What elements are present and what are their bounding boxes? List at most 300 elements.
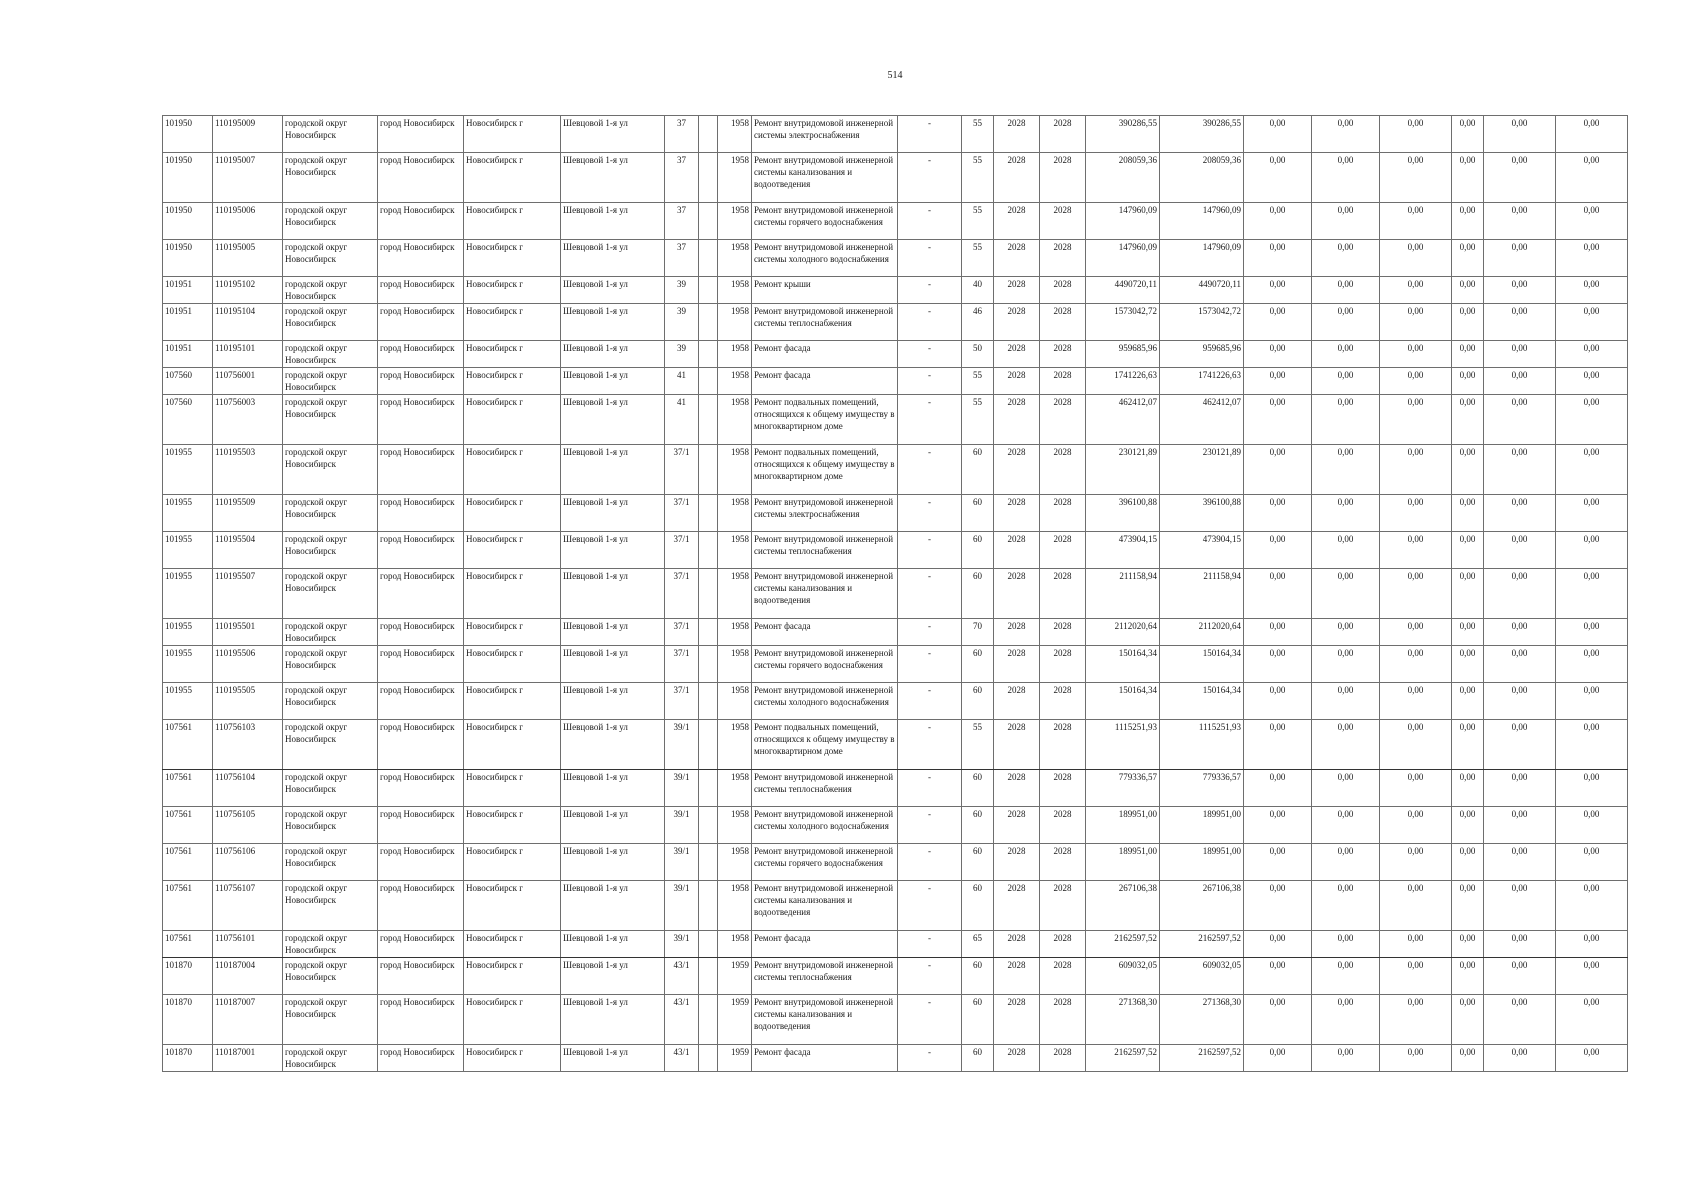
cell-v4: 0,00	[1452, 995, 1484, 1045]
cell-wear: 50	[962, 341, 994, 368]
cell-settlement: город Новосибирск	[378, 619, 464, 646]
cell-municipal-district: городской округ Новосибирск	[283, 881, 378, 931]
cell-v5: 0,00	[1484, 116, 1556, 153]
cell-code: 110187004	[213, 958, 283, 995]
cell-v6: 0,00	[1556, 683, 1628, 720]
table-row	[163, 770, 1628, 807]
cell-v2: 0,00	[1312, 770, 1380, 807]
cell-id: 101950	[163, 153, 213, 203]
cell-year: 1958	[718, 445, 752, 495]
cell-street: Шевцовой 1-я ул	[561, 240, 665, 277]
cell-building	[699, 495, 718, 532]
cell-v2: 0,00	[1312, 368, 1380, 395]
cell-wear: 55	[962, 720, 994, 770]
cell-year: 1958	[718, 495, 752, 532]
cell-v1: 0,00	[1244, 646, 1312, 683]
cell-municipal-district: городской округ Новосибирск	[283, 116, 378, 153]
cell-settlement: город Новосибирск	[378, 495, 464, 532]
cell-house: 37/1	[665, 495, 699, 532]
cell-settlement: город Новосибирск	[378, 341, 464, 368]
cell-street: Шевцовой 1-я ул	[561, 203, 665, 240]
table-row	[163, 646, 1628, 683]
cell-v1: 0,00	[1244, 445, 1312, 495]
cell-year-start: 2028	[994, 240, 1040, 277]
cell-city: Новосибирск г	[464, 532, 561, 569]
cell-work-type: Ремонт внутридомовой инженерной системы канализования и водоотведения	[752, 881, 898, 931]
cell-cost: 1115251,93	[1160, 720, 1244, 770]
cell-v6: 0,00	[1556, 569, 1628, 619]
cell-v4: 0,00	[1452, 807, 1484, 844]
cell-work-type: Ремонт фасада	[752, 1045, 898, 1072]
cell-street: Шевцовой 1-я ул	[561, 304, 665, 341]
cell-v6: 0,00	[1556, 203, 1628, 240]
cell-total-cost: 2162597,52	[1086, 931, 1160, 958]
cell-id: 101950	[163, 240, 213, 277]
cell-v5: 0,00	[1484, 495, 1556, 532]
cell-city: Новосибирск г	[464, 116, 561, 153]
table-row	[163, 304, 1628, 341]
cell-year: 1958	[718, 720, 752, 770]
cell-work-type: Ремонт фасада	[752, 368, 898, 395]
cell-street: Шевцовой 1-я ул	[561, 277, 665, 304]
cell-v1: 0,00	[1244, 368, 1312, 395]
cell-house: 39	[665, 341, 699, 368]
cell-v3: 0,00	[1380, 304, 1452, 341]
cell-code: 110756001	[213, 368, 283, 395]
cell-v5: 0,00	[1484, 368, 1556, 395]
cell-v5: 0,00	[1484, 770, 1556, 807]
cell-wear: 55	[962, 395, 994, 445]
cell-building	[699, 153, 718, 203]
cell-v2: 0,00	[1312, 445, 1380, 495]
cell-city: Новосибирск г	[464, 720, 561, 770]
cell-work-type: Ремонт внутридомовой инженерной системы теплоснабжения	[752, 304, 898, 341]
cell-v4: 0,00	[1452, 203, 1484, 240]
cell-city: Новосибирск г	[464, 203, 561, 240]
cell-wear: 60	[962, 495, 994, 532]
cell-street: Шевцовой 1-я ул	[561, 495, 665, 532]
cell-v5: 0,00	[1484, 958, 1556, 995]
cell-v4: 0,00	[1452, 445, 1484, 495]
cell-v2: 0,00	[1312, 304, 1380, 341]
cell-total-cost: 271368,30	[1086, 995, 1160, 1045]
cell-v1: 0,00	[1244, 931, 1312, 958]
cell-dash: -	[898, 445, 962, 495]
cell-v6: 0,00	[1556, 931, 1628, 958]
cell-street: Шевцовой 1-я ул	[561, 931, 665, 958]
cell-v6: 0,00	[1556, 495, 1628, 532]
cell-work-type: Ремонт фасада	[752, 931, 898, 958]
cell-total-cost: 2112020,64	[1086, 619, 1160, 646]
cell-year-end: 2028	[1040, 770, 1086, 807]
cell-year-end: 2028	[1040, 304, 1086, 341]
cell-dash: -	[898, 395, 962, 445]
cell-work-type: Ремонт внутридомовой инженерной системы электроснабжения	[752, 116, 898, 153]
cell-v5: 0,00	[1484, 445, 1556, 495]
cell-v5: 0,00	[1484, 844, 1556, 881]
cell-settlement: город Новосибирск	[378, 203, 464, 240]
cell-year-start: 2028	[994, 881, 1040, 931]
cell-cost: 211158,94	[1160, 569, 1244, 619]
cell-dash: -	[898, 277, 962, 304]
cell-city: Новосибирск г	[464, 368, 561, 395]
cell-year: 1958	[718, 569, 752, 619]
cell-v2: 0,00	[1312, 931, 1380, 958]
cell-v4: 0,00	[1452, 720, 1484, 770]
cell-v5: 0,00	[1484, 683, 1556, 720]
cell-cost: 462412,07	[1160, 395, 1244, 445]
cell-building	[699, 958, 718, 995]
cell-v6: 0,00	[1556, 958, 1628, 995]
cell-municipal-district: городской округ Новосибирск	[283, 720, 378, 770]
cell-street: Шевцовой 1-я ул	[561, 770, 665, 807]
cell-year: 1959	[718, 995, 752, 1045]
cell-city: Новосибирск г	[464, 495, 561, 532]
cell-year: 1958	[718, 807, 752, 844]
cell-code: 110195509	[213, 495, 283, 532]
cell-house: 41	[665, 368, 699, 395]
cell-year-end: 2028	[1040, 844, 1086, 881]
cell-v4: 0,00	[1452, 368, 1484, 395]
cell-year: 1958	[718, 153, 752, 203]
cell-total-cost: 189951,00	[1086, 844, 1160, 881]
cell-year-start: 2028	[994, 619, 1040, 646]
cell-municipal-district: городской округ Новосибирск	[283, 1045, 378, 1072]
cell-building	[699, 445, 718, 495]
cell-settlement: город Новосибирск	[378, 720, 464, 770]
cell-settlement: город Новосибирск	[378, 995, 464, 1045]
cell-municipal-district: городской округ Новосибирск	[283, 807, 378, 844]
cell-city: Новосибирск г	[464, 277, 561, 304]
cell-v3: 0,00	[1380, 770, 1452, 807]
cell-v2: 0,00	[1312, 807, 1380, 844]
cell-code: 110756003	[213, 395, 283, 445]
cell-year-end: 2028	[1040, 683, 1086, 720]
cell-house: 37/1	[665, 569, 699, 619]
cell-street: Шевцовой 1-я ул	[561, 619, 665, 646]
cell-building	[699, 532, 718, 569]
cell-v1: 0,00	[1244, 683, 1312, 720]
cell-v2: 0,00	[1312, 619, 1380, 646]
cell-v3: 0,00	[1380, 995, 1452, 1045]
cell-house: 43/1	[665, 958, 699, 995]
cell-wear: 60	[962, 646, 994, 683]
cell-v3: 0,00	[1380, 277, 1452, 304]
cell-municipal-district: городской округ Новосибирск	[283, 304, 378, 341]
cell-dash: -	[898, 569, 962, 619]
cell-wear: 60	[962, 958, 994, 995]
cell-v6: 0,00	[1556, 395, 1628, 445]
cell-work-type: Ремонт подвальных помещений, относящихся к общему имуществу в многоквартирном доме	[752, 445, 898, 495]
cell-city: Новосибирск г	[464, 931, 561, 958]
cell-dash: -	[898, 495, 962, 532]
cell-v2: 0,00	[1312, 881, 1380, 931]
cell-year-end: 2028	[1040, 720, 1086, 770]
cell-year-end: 2028	[1040, 958, 1086, 995]
cell-v4: 0,00	[1452, 931, 1484, 958]
cell-settlement: город Новосибирск	[378, 770, 464, 807]
cell-v3: 0,00	[1380, 240, 1452, 277]
cell-settlement: город Новосибирск	[378, 569, 464, 619]
cell-code: 110195504	[213, 532, 283, 569]
cell-street: Шевцовой 1-я ул	[561, 646, 665, 683]
cell-street: Шевцовой 1-я ул	[561, 116, 665, 153]
cell-v2: 0,00	[1312, 277, 1380, 304]
cell-street: Шевцовой 1-я ул	[561, 569, 665, 619]
cell-code: 110187007	[213, 995, 283, 1045]
cell-year-end: 2028	[1040, 445, 1086, 495]
cell-dash: -	[898, 619, 962, 646]
cell-wear: 60	[962, 532, 994, 569]
cell-code: 110195006	[213, 203, 283, 240]
cell-street: Шевцовой 1-я ул	[561, 844, 665, 881]
cell-cost: 473904,15	[1160, 532, 1244, 569]
cell-id: 101955	[163, 495, 213, 532]
cell-wear: 60	[962, 770, 994, 807]
cell-v1: 0,00	[1244, 532, 1312, 569]
cell-year-start: 2028	[994, 203, 1040, 240]
cell-municipal-district: городской округ Новосибирск	[283, 619, 378, 646]
cell-code: 110195104	[213, 304, 283, 341]
cell-total-cost: 462412,07	[1086, 395, 1160, 445]
cell-v6: 0,00	[1556, 995, 1628, 1045]
cell-v1: 0,00	[1244, 203, 1312, 240]
cell-id: 101951	[163, 341, 213, 368]
cell-id: 101950	[163, 116, 213, 153]
cell-v1: 0,00	[1244, 619, 1312, 646]
cell-v6: 0,00	[1556, 153, 1628, 203]
table-row	[163, 881, 1628, 931]
cell-id: 101951	[163, 304, 213, 341]
cell-total-cost: 189951,00	[1086, 807, 1160, 844]
cell-year-start: 2028	[994, 341, 1040, 368]
cell-cost: 230121,89	[1160, 445, 1244, 495]
table-row	[163, 277, 1628, 304]
table-row	[163, 368, 1628, 395]
cell-work-type: Ремонт внутридомовой инженерной системы канализования и водоотведения	[752, 569, 898, 619]
cell-municipal-district: городской округ Новосибирск	[283, 532, 378, 569]
table-row	[163, 844, 1628, 881]
cell-v2: 0,00	[1312, 995, 1380, 1045]
cell-v4: 0,00	[1452, 341, 1484, 368]
table-row	[163, 1045, 1628, 1072]
cell-id: 107560	[163, 395, 213, 445]
cell-v6: 0,00	[1556, 770, 1628, 807]
cell-municipal-district: городской округ Новосибирск	[283, 368, 378, 395]
cell-building	[699, 1045, 718, 1072]
cell-v5: 0,00	[1484, 807, 1556, 844]
cell-dash: -	[898, 304, 962, 341]
cell-municipal-district: городской округ Новосибирск	[283, 683, 378, 720]
cell-code: 110195101	[213, 341, 283, 368]
cell-city: Новосибирск г	[464, 770, 561, 807]
cell-work-type: Ремонт внутридомовой инженерной системы холодного водоснабжения	[752, 807, 898, 844]
cell-building	[699, 569, 718, 619]
cell-v2: 0,00	[1312, 1045, 1380, 1072]
cell-v4: 0,00	[1452, 683, 1484, 720]
cell-v5: 0,00	[1484, 569, 1556, 619]
cell-v6: 0,00	[1556, 240, 1628, 277]
cell-house: 43/1	[665, 1045, 699, 1072]
cell-year: 1958	[718, 395, 752, 445]
cell-municipal-district: городской округ Новосибирск	[283, 931, 378, 958]
cell-v4: 0,00	[1452, 532, 1484, 569]
cell-dash: -	[898, 116, 962, 153]
cell-municipal-district: городской округ Новосибирск	[283, 958, 378, 995]
cell-code: 110756105	[213, 807, 283, 844]
cell-year-end: 2028	[1040, 931, 1086, 958]
cell-id: 101955	[163, 569, 213, 619]
cell-v5: 0,00	[1484, 240, 1556, 277]
cell-year-start: 2028	[994, 958, 1040, 995]
cell-work-type: Ремонт внутридомовой инженерной системы холодного водоснабжения	[752, 683, 898, 720]
cell-total-cost: 147960,09	[1086, 240, 1160, 277]
cell-v1: 0,00	[1244, 153, 1312, 203]
cell-v4: 0,00	[1452, 240, 1484, 277]
cell-v2: 0,00	[1312, 495, 1380, 532]
table-row	[163, 341, 1628, 368]
cell-v1: 0,00	[1244, 116, 1312, 153]
cell-dash: -	[898, 720, 962, 770]
cell-year-start: 2028	[994, 844, 1040, 881]
cell-city: Новосибирск г	[464, 646, 561, 683]
cell-street: Шевцовой 1-я ул	[561, 720, 665, 770]
cell-cost: 1741226,63	[1160, 368, 1244, 395]
cell-settlement: город Новосибирск	[378, 304, 464, 341]
cell-v2: 0,00	[1312, 683, 1380, 720]
cell-wear: 60	[962, 569, 994, 619]
cell-year: 1959	[718, 958, 752, 995]
cell-total-cost: 4490720,11	[1086, 277, 1160, 304]
table-row	[163, 683, 1628, 720]
cell-year-start: 2028	[994, 532, 1040, 569]
cell-year: 1958	[718, 277, 752, 304]
cell-v3: 0,00	[1380, 445, 1452, 495]
cell-dash: -	[898, 532, 962, 569]
cell-settlement: город Новосибирск	[378, 395, 464, 445]
table-row	[163, 619, 1628, 646]
cell-wear: 65	[962, 931, 994, 958]
cell-total-cost: 230121,89	[1086, 445, 1160, 495]
cell-year-start: 2028	[994, 646, 1040, 683]
cell-building	[699, 619, 718, 646]
cell-house: 37	[665, 203, 699, 240]
cell-id: 101955	[163, 619, 213, 646]
cell-work-type: Ремонт подвальных помещений, относящихся к общему имуществу в многоквартирном доме	[752, 395, 898, 445]
cell-year: 1958	[718, 683, 752, 720]
table-row	[163, 532, 1628, 569]
cell-v3: 0,00	[1380, 495, 1452, 532]
cell-v1: 0,00	[1244, 807, 1312, 844]
cell-year-end: 2028	[1040, 368, 1086, 395]
cell-dash: -	[898, 770, 962, 807]
cell-v2: 0,00	[1312, 720, 1380, 770]
cell-year-start: 2028	[994, 368, 1040, 395]
cell-dash: -	[898, 881, 962, 931]
cell-v3: 0,00	[1380, 646, 1452, 683]
cell-code: 110756103	[213, 720, 283, 770]
cell-v2: 0,00	[1312, 958, 1380, 995]
cell-code: 110195507	[213, 569, 283, 619]
cell-v1: 0,00	[1244, 240, 1312, 277]
cell-municipal-district: городской округ Новосибирск	[283, 395, 378, 445]
cell-dash: -	[898, 931, 962, 958]
cell-cost: 189951,00	[1160, 844, 1244, 881]
cell-code: 110187001	[213, 1045, 283, 1072]
cell-building	[699, 395, 718, 445]
cell-settlement: город Новосибирск	[378, 116, 464, 153]
cell-house: 43/1	[665, 995, 699, 1045]
table-row	[163, 931, 1628, 958]
cell-total-cost: 1115251,93	[1086, 720, 1160, 770]
cell-building	[699, 807, 718, 844]
cell-municipal-district: городской округ Новосибирск	[283, 277, 378, 304]
cell-v4: 0,00	[1452, 958, 1484, 995]
cell-year: 1958	[718, 619, 752, 646]
cell-settlement: город Новосибирск	[378, 683, 464, 720]
cell-code: 110195005	[213, 240, 283, 277]
cell-v1: 0,00	[1244, 341, 1312, 368]
cell-settlement: город Новосибирск	[378, 1045, 464, 1072]
cell-municipal-district: городской округ Новосибирск	[283, 770, 378, 807]
table-row	[163, 116, 1628, 153]
cell-municipal-district: городской округ Новосибирск	[283, 445, 378, 495]
cell-id: 107561	[163, 881, 213, 931]
cell-total-cost: 2162597,52	[1086, 1045, 1160, 1072]
cell-work-type: Ремонт внутридомовой инженерной системы канализования и водоотведения	[752, 153, 898, 203]
cell-v1: 0,00	[1244, 304, 1312, 341]
cell-year-start: 2028	[994, 807, 1040, 844]
cell-v5: 0,00	[1484, 931, 1556, 958]
cell-v3: 0,00	[1380, 1045, 1452, 1072]
cell-year-end: 2028	[1040, 646, 1086, 683]
cell-dash: -	[898, 203, 962, 240]
cell-street: Шевцовой 1-я ул	[561, 995, 665, 1045]
cell-v3: 0,00	[1380, 683, 1452, 720]
cell-building	[699, 881, 718, 931]
cell-v4: 0,00	[1452, 304, 1484, 341]
cell-v3: 0,00	[1380, 116, 1452, 153]
cell-work-type: Ремонт внутридомовой инженерной системы канализования и водоотведения	[752, 995, 898, 1045]
cell-work-type: Ремонт внутридомовой инженерной системы горячего водоснабжения	[752, 203, 898, 240]
cell-v4: 0,00	[1452, 569, 1484, 619]
cell-settlement: город Новосибирск	[378, 881, 464, 931]
cell-work-type: Ремонт внутридомовой инженерной системы горячего водоснабжения	[752, 844, 898, 881]
cell-year: 1959	[718, 1045, 752, 1072]
cell-v1: 0,00	[1244, 720, 1312, 770]
cell-dash: -	[898, 368, 962, 395]
cell-v3: 0,00	[1380, 341, 1452, 368]
cell-street: Шевцовой 1-я ул	[561, 153, 665, 203]
cell-year-end: 2028	[1040, 532, 1086, 569]
cell-year-start: 2028	[994, 445, 1040, 495]
cell-code: 110195007	[213, 153, 283, 203]
cell-city: Новосибирск г	[464, 881, 561, 931]
cell-cost: 390286,55	[1160, 116, 1244, 153]
cell-building	[699, 116, 718, 153]
cell-city: Новосибирск г	[464, 445, 561, 495]
table-row	[163, 958, 1628, 995]
cell-dash: -	[898, 341, 962, 368]
cell-cost: 4490720,11	[1160, 277, 1244, 304]
cell-dash: -	[898, 1045, 962, 1072]
cell-v1: 0,00	[1244, 277, 1312, 304]
cell-house: 37/1	[665, 532, 699, 569]
cell-v2: 0,00	[1312, 532, 1380, 569]
cell-cost: 396100,88	[1160, 495, 1244, 532]
cell-municipal-district: городской округ Новосибирск	[283, 153, 378, 203]
cell-v3: 0,00	[1380, 619, 1452, 646]
